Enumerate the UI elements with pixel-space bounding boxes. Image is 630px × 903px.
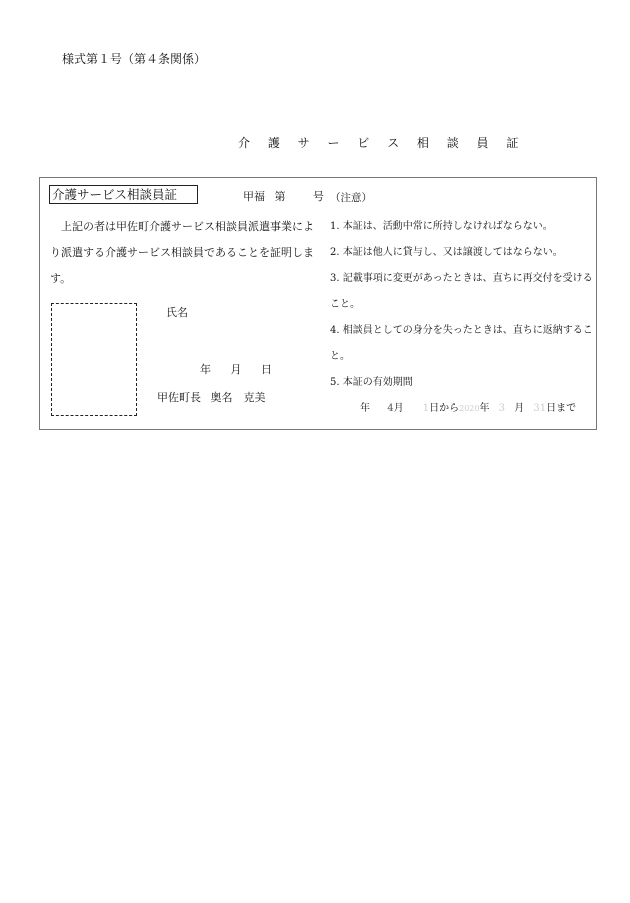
end-day: 31 [533, 403, 547, 414]
certification-text: 上記の者は甲佐町介護サービス相談員派遣事業により派遣する介護サービス相談員であることを証明します。 [50, 220, 314, 285]
note-line: 1. 本証は、活動中常に所持しなければならない。 [330, 221, 553, 232]
photo-placeholder [51, 303, 137, 416]
start-month: 4 [387, 403, 394, 414]
end-month-unit: 月 [514, 403, 525, 414]
note-line: こと。 [330, 299, 360, 310]
number-prefix: 甲福 [243, 190, 265, 203]
date-day: 日 [261, 363, 272, 376]
mayor-name: 奥名 克美 [210, 391, 266, 404]
certificate-card [39, 177, 597, 430]
document-title: 介 護 サ ー ビ ス 相 談 員 証 [238, 136, 526, 150]
validity-period [360, 399, 576, 414]
notes-section [330, 188, 595, 396]
end-year: 2020 [459, 404, 480, 413]
date-month: 月 [230, 363, 242, 376]
end-year-unit: 年 [479, 403, 490, 414]
note-line: 4. 相談員としての身分を失ったときは、直ちに返納するこ [330, 325, 593, 336]
certificate-number [243, 188, 324, 204]
form-number: 様式第１号（第４条関係） [62, 52, 207, 66]
notes-heading: （注意） [330, 192, 372, 204]
start-day: 1 [422, 403, 430, 414]
date-year: 年 [200, 363, 211, 376]
day-from: 日から [429, 403, 460, 414]
number-go: 号 [313, 190, 324, 203]
issue-date [200, 361, 272, 377]
end-month: 3 [498, 403, 506, 414]
note-line: 5. 本証の有効期間 [330, 377, 413, 388]
start-year-unit: 年 [360, 403, 370, 414]
note-line: 2. 本証は他人に貸与し、又は譲渡してはならない。 [330, 247, 563, 258]
note-line: 3. 記載事項に変更があったときは、直ちに再交付を受ける [330, 273, 593, 284]
day-until: 日まで [546, 403, 577, 414]
mayor-title: 甲佐町長 [157, 391, 201, 404]
note-line: と。 [330, 351, 350, 362]
number-dai: 第 [274, 190, 286, 203]
card-title: 介護サービス相談員証 [49, 185, 198, 204]
start-month-unit: 月 [393, 403, 404, 414]
mayor-signature [157, 389, 266, 405]
name-label: 氏名 [166, 306, 188, 319]
